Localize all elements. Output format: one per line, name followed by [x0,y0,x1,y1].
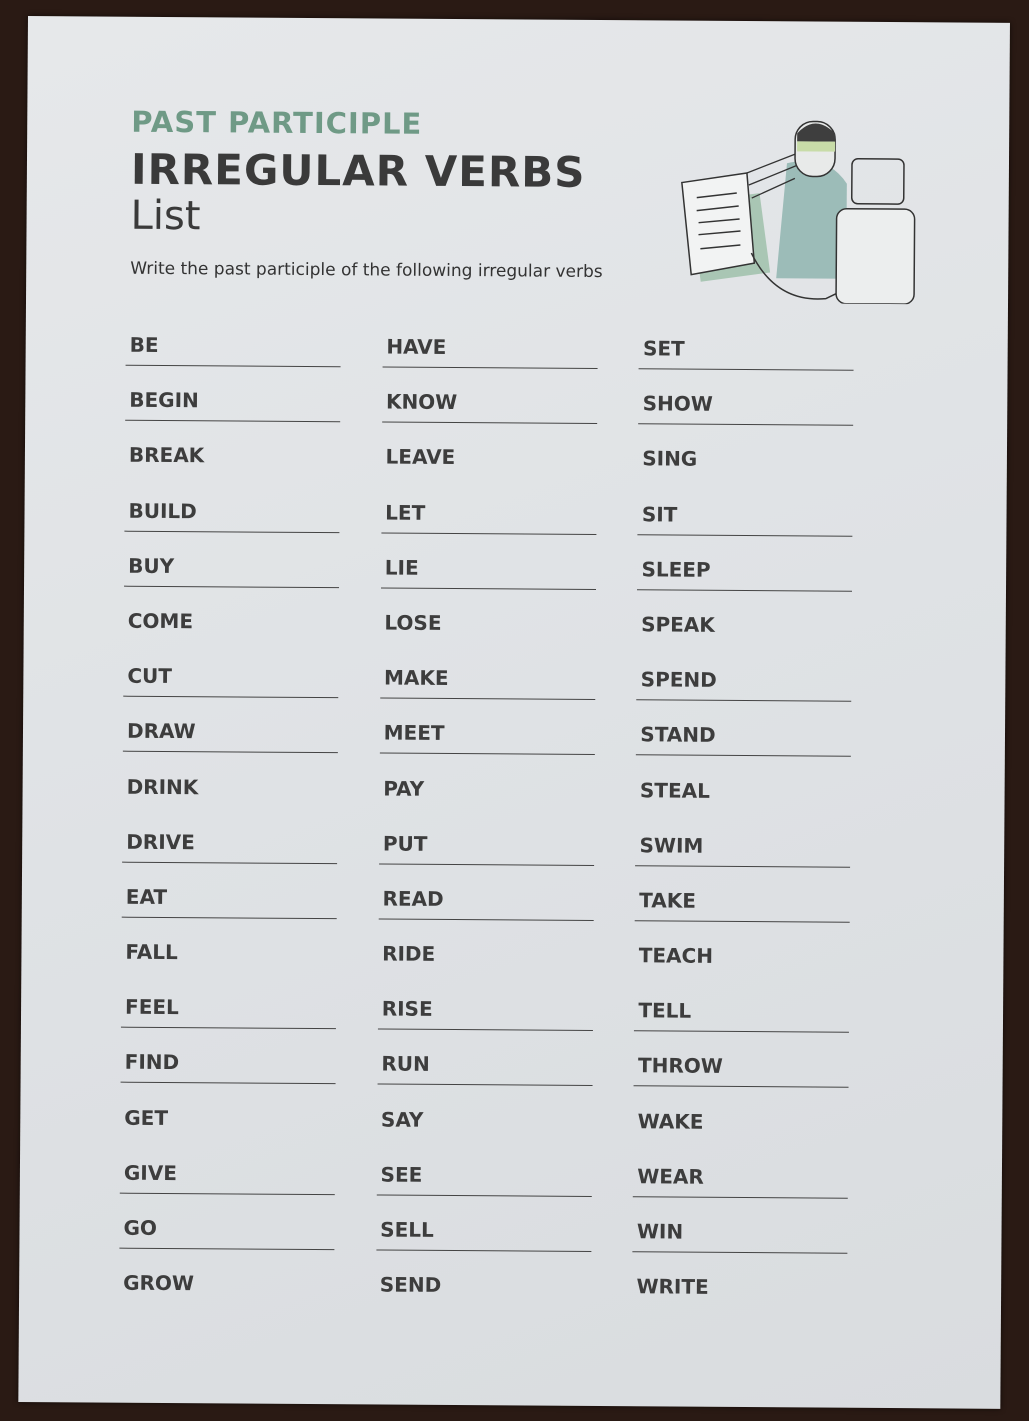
verb-label: BUY [128,553,175,578]
verb-list [119,333,896,1332]
verb-item [120,1050,332,1107]
verb-label: TEACH [638,943,714,968]
verb-label: SWIM [639,832,704,858]
verb-label: GET [124,1105,169,1130]
answer-line[interactable] [639,368,854,371]
verb-item [123,719,335,776]
answer-line[interactable] [635,865,850,868]
verb-row [120,1050,890,1111]
verb-row [124,498,894,559]
verb-item [121,995,333,1052]
verb-item [378,942,590,999]
verb-item [377,997,589,1054]
answer-line[interactable] [122,917,337,920]
verb-item [123,609,335,666]
kicker-heading: PAST PARTICIPLE [131,104,423,141]
verb-label: TELL [638,998,692,1023]
answer-line[interactable] [123,696,338,699]
verb-label: LEAVE [385,444,456,470]
verb-item [381,500,593,557]
verb-label: RIDE [382,941,436,966]
verb-row [123,719,893,780]
verb-item [638,502,850,559]
verb-label: MAKE [383,665,449,691]
verb-label: SPEAK [641,612,715,637]
verb-label: BEGIN [129,387,199,413]
verb-item [119,1216,331,1273]
verb-label: DRAW [126,719,196,744]
worksheet-page [18,16,1010,1409]
verb-item [635,888,847,945]
verb-row [123,609,893,670]
verb-item [635,833,847,890]
verb-label: SET [642,336,685,361]
answer-line[interactable] [378,1029,593,1032]
verb-label: STEAL [639,777,710,803]
answer-line[interactable] [122,861,337,864]
verb-item [382,390,594,447]
verb-item [120,1105,332,1162]
verb-item [634,999,846,1056]
verb-label: GIVE [123,1160,178,1185]
answer-line[interactable] [382,422,597,425]
verb-item [125,388,337,445]
verb-label: SAY [380,1107,424,1132]
verb-label: PUT [382,831,428,856]
verb-item [633,1219,845,1276]
verb-label: SEND [379,1272,442,1298]
verb-label: WAKE [637,1108,704,1134]
verb-item [381,555,593,612]
verb-row [125,388,895,449]
verb-item [124,498,336,555]
answer-line[interactable] [637,589,852,592]
verb-item [378,886,590,943]
verb-label: FIND [124,1050,180,1075]
verb-item [636,778,848,835]
answer-line[interactable] [380,753,595,756]
verb-row [123,664,893,725]
verb-item [633,1164,845,1221]
verb-row [124,553,894,614]
verb-item [121,940,333,997]
verb-label: SING [642,446,698,472]
verb-label: DRIVE [126,829,195,854]
verb-item [119,1271,331,1328]
verb-item [377,1052,589,1109]
verb-row [125,443,895,504]
verb-item [634,1054,846,1111]
person-reading-illustration-icon [676,103,917,309]
verb-row [122,829,892,890]
answer-line[interactable] [125,420,340,423]
verb-item [382,334,594,391]
verb-label: RUN [381,1051,430,1077]
verb-label: SELL [380,1217,434,1242]
verb-label: WRITE [636,1274,709,1299]
answer-line[interactable] [637,699,852,702]
verb-item [380,666,592,723]
verb-label: BUILD [128,498,197,523]
answer-line[interactable] [634,1086,849,1089]
verb-item [637,557,849,614]
verb-item [636,667,848,724]
answer-line[interactable] [381,532,596,535]
page-title: IRREGULAR VERBS [130,144,586,197]
verb-label: FEEL [125,994,179,1020]
answer-line[interactable] [119,1248,334,1251]
verb-item [637,612,849,669]
verb-item [122,829,334,886]
verb-item [639,336,851,393]
verb-label: FALL [125,939,178,965]
answer-line[interactable] [121,1082,336,1085]
verb-row [121,995,891,1056]
answer-line[interactable] [379,863,594,866]
answer-line[interactable] [124,530,339,533]
verb-row [120,1105,890,1166]
verb-item [633,1109,845,1166]
verb-item [120,1160,332,1217]
verb-label: SLEEP [641,557,711,582]
verb-row [119,1216,889,1277]
verb-label: PAY [383,775,425,801]
verb-item [632,1274,844,1331]
verb-label: READ [382,886,444,911]
verb-label: COME [127,608,194,634]
verb-label: LOSE [384,610,442,635]
answer-line[interactable] [123,751,338,754]
page-subtitle: List [130,192,201,240]
answer-line[interactable] [639,423,854,426]
verb-item [638,447,850,504]
verb-label: TAKE [639,888,697,913]
answer-line[interactable] [121,1027,336,1030]
verb-label: BE [129,332,159,357]
verb-item [376,1273,588,1330]
verb-item [125,443,337,500]
verb-label: BREAK [128,443,205,468]
verb-row [125,333,895,394]
answer-line[interactable] [124,585,339,588]
verb-label: LIE [384,555,419,580]
instructions: Write the past participle of the following irregular verbs [130,258,603,283]
verb-item [380,610,592,667]
answer-line[interactable] [380,698,595,701]
verb-label: WIN [636,1219,684,1244]
answer-line[interactable] [638,534,853,537]
verb-row [119,1271,889,1332]
verb-item [638,391,850,448]
verb-label: SHOW [642,391,713,416]
verb-label: DRINK [126,774,199,799]
verb-label: CUT [127,663,173,689]
verb-item [123,664,335,721]
verb-label: SEE [380,1162,423,1187]
verb-label: LET [385,500,426,525]
verb-item [376,1217,588,1274]
verb-row [121,940,891,1001]
verb-label: SIT [641,501,678,527]
verb-row [120,1160,890,1221]
answer-line[interactable] [382,366,597,369]
verb-label: WEAR [637,1164,704,1189]
answer-line[interactable] [381,587,596,590]
verb-label: SPEND [640,667,717,692]
verb-row [122,774,892,835]
answer-line[interactable] [633,1196,848,1199]
verb-item [381,445,593,502]
verb-label: STAND [640,722,716,748]
verb-item [124,553,336,610]
verb-item [379,831,591,888]
verb-label: GO [123,1215,158,1240]
answer-line[interactable] [376,1249,591,1252]
verb-label: HAVE [386,334,447,359]
answer-line[interactable] [120,1192,335,1195]
verb-label: KNOW [385,389,458,415]
verb-label: MEET [383,720,445,746]
answer-line[interactable] [636,755,851,758]
verb-row [122,885,892,946]
answer-line[interactable] [634,1031,849,1034]
answer-line[interactable] [377,1084,592,1087]
verb-item [125,333,337,390]
verb-label: EAT [125,884,168,909]
verb-item [377,1107,589,1164]
verb-label: GROW [123,1270,195,1296]
answer-line[interactable] [376,1194,591,1197]
answer-line[interactable] [378,918,593,921]
answer-line[interactable] [635,920,850,923]
verb-item [636,723,848,780]
verb-item [122,885,334,942]
verb-item [122,774,334,831]
verb-item [379,721,591,778]
verb-item [379,776,591,833]
verb-label: THROW [637,1053,723,1079]
verb-label: RISE [381,996,433,1022]
answer-line[interactable] [633,1251,848,1254]
verb-item [376,1162,588,1219]
verb-item [634,943,846,1000]
answer-line[interactable] [126,365,341,368]
